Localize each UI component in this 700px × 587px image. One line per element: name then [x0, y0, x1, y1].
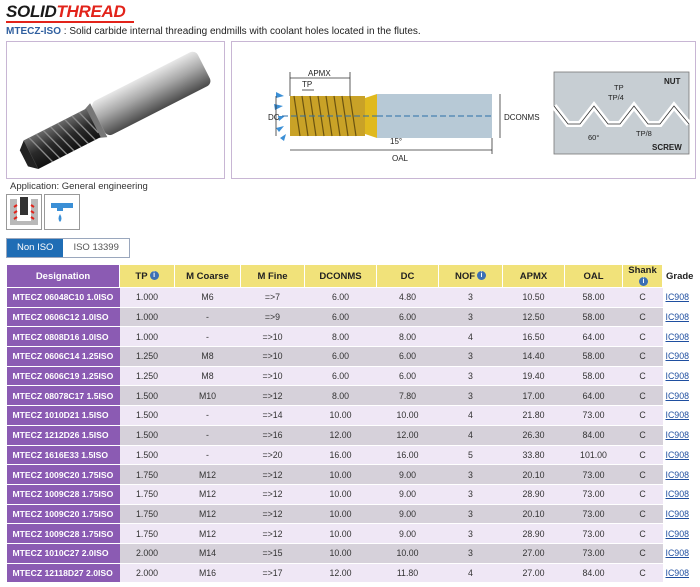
cell-apmx: 21.80 [503, 406, 565, 426]
info-icon[interactable]: i [639, 277, 648, 286]
cell-m-coarse: M10 [175, 386, 241, 406]
cell-m-coarse: - [175, 327, 241, 347]
cell-grade [663, 347, 697, 367]
cell-tp: 1.000 [120, 327, 175, 347]
grade-link[interactable]: IC908 [665, 449, 689, 460]
cell-shank: C [623, 347, 663, 367]
cell-m-fine: =>12 [241, 465, 305, 485]
table-row [7, 347, 697, 367]
cell-dconms: 10.00 [305, 484, 377, 504]
cell-apmx: 10.50 [503, 288, 565, 308]
cell-m-fine: =>12 [241, 484, 305, 504]
technical-drawing-panel [231, 41, 696, 179]
cell-shank: C [623, 465, 663, 485]
label-oal: OAL [392, 154, 409, 163]
brand-part-thread: THREAD [56, 2, 126, 21]
cell-nof: 4 [439, 563, 503, 583]
cell-nof: 4 [439, 327, 503, 347]
cell-oal: 101.00 [565, 445, 623, 465]
cell-m-coarse: M16 [175, 563, 241, 583]
cell-m-fine: =>14 [241, 406, 305, 426]
cell-apmx: 17.00 [503, 386, 565, 406]
grade-link[interactable]: IC908 [665, 331, 689, 342]
cell-m-coarse: M8 [175, 347, 241, 367]
header-designation[interactable]: Designation [7, 265, 120, 288]
cell-oal: 64.00 [565, 327, 623, 347]
table-row [7, 524, 697, 544]
cell-tp: 1.500 [120, 386, 175, 406]
header-shank-label: Shank [628, 265, 657, 276]
grade-link[interactable]: IC908 [665, 567, 689, 578]
cell-nof: 3 [439, 465, 503, 485]
label-nut: NUT [664, 77, 681, 86]
cell-shank: C [623, 307, 663, 327]
cell-m-fine: =>15 [241, 543, 305, 563]
header-shank[interactable] [623, 265, 663, 288]
cell-designation: MTECZ 12118D27 2.0ISO [7, 563, 120, 583]
cell-dc: 7.80 [377, 386, 439, 406]
cell-oal: 84.00 [565, 425, 623, 445]
table-header-row [7, 265, 697, 288]
product-code: MTECZ-ISO [6, 26, 61, 37]
header-nof-label: NOF [454, 270, 476, 282]
cell-oal: 58.00 [565, 288, 623, 308]
cell-dconms: 8.00 [305, 327, 377, 347]
cell-dc: 9.00 [377, 484, 439, 504]
cell-tp: 1.500 [120, 445, 175, 465]
cell-dconms: 6.00 [305, 307, 377, 327]
info-icon[interactable]: i [150, 271, 159, 280]
cell-designation: MTECZ 1010C27 2.0ISO [7, 543, 120, 563]
cell-apmx: 26.30 [503, 425, 565, 445]
cell-m-coarse: M12 [175, 524, 241, 544]
cell-dconms: 10.00 [305, 543, 377, 563]
cell-m-coarse: M12 [175, 465, 241, 485]
cell-m-fine: =>9 [241, 307, 305, 327]
grade-link[interactable]: IC908 [665, 390, 689, 401]
cell-m-fine: =>20 [241, 445, 305, 465]
application-icons [6, 194, 80, 230]
cell-m-coarse: M12 [175, 504, 241, 524]
cell-nof: 3 [439, 524, 503, 544]
cell-dconms: 6.00 [305, 288, 377, 308]
grade-link[interactable]: IC908 [665, 430, 689, 441]
grade-link[interactable]: IC908 [665, 292, 689, 303]
cell-designation: MTECZ 08078C17 1.5ISO [7, 386, 120, 406]
table-row [7, 425, 697, 445]
table-row [7, 484, 697, 504]
cell-m-fine: =>7 [241, 288, 305, 308]
cell-shank: C [623, 425, 663, 445]
label-profile-tp: TP [614, 83, 624, 92]
product-table [6, 264, 697, 583]
cell-designation: MTECZ 1010D21 1.5ISO [7, 406, 120, 426]
cell-oal: 58.00 [565, 347, 623, 367]
header-oal[interactable]: OAL [565, 265, 623, 288]
label-screw: SCREW [652, 143, 682, 152]
cell-grade [663, 406, 697, 426]
cell-oal: 73.00 [565, 504, 623, 524]
table-row [7, 563, 697, 583]
grade-link[interactable]: IC908 [665, 312, 689, 323]
cell-designation: MTECZ 1212D26 1.5ISO [7, 425, 120, 445]
cell-designation: MTECZ 1009C28 1.75ISO [7, 484, 120, 504]
header-m-fine[interactable]: M Fine [241, 265, 305, 288]
cell-tp: 1.500 [120, 406, 175, 426]
cell-dconms: 8.00 [305, 386, 377, 406]
tab-iso-13399[interactable]: ISO 13399 [63, 239, 128, 257]
cell-grade [663, 465, 697, 485]
table-row [7, 465, 697, 485]
cell-m-coarse: - [175, 445, 241, 465]
cell-designation: MTECZ 0808D16 1.0ISO [7, 327, 120, 347]
cell-dconms: 10.00 [305, 504, 377, 524]
cell-dc: 11.80 [377, 563, 439, 583]
cell-dc: 10.00 [377, 406, 439, 426]
cell-designation: MTECZ 1009C20 1.75ISO [7, 465, 120, 485]
table-row [7, 307, 697, 327]
cell-grade [663, 524, 697, 544]
table-row [7, 386, 697, 406]
cell-nof: 3 [439, 307, 503, 327]
table-row [7, 288, 697, 308]
header-grade[interactable]: Grade [663, 265, 697, 288]
cell-designation: MTECZ 0606C12 1.0ISO [7, 307, 120, 327]
product-description [6, 26, 421, 37]
cell-apmx: 20.10 [503, 465, 565, 485]
cell-nof: 3 [439, 386, 503, 406]
cell-dc: 6.00 [377, 307, 439, 327]
cell-oal: 84.00 [565, 563, 623, 583]
cell-designation: MTECZ 1009C20 1.75ISO [7, 504, 120, 524]
cell-grade [663, 288, 697, 308]
cell-dconms: 12.00 [305, 425, 377, 445]
cell-nof: 3 [439, 347, 503, 367]
cell-designation: MTECZ 06048C10 1.0ISO [7, 288, 120, 308]
cell-nof: 5 [439, 445, 503, 465]
label-dc: DC [268, 113, 280, 122]
cell-apmx: 19.40 [503, 366, 565, 386]
header-dconms[interactable]: DCONMS [305, 265, 377, 288]
cell-dc: 10.00 [377, 543, 439, 563]
cell-m-fine: =>10 [241, 327, 305, 347]
cell-m-fine: =>12 [241, 504, 305, 524]
cell-tp: 1.500 [120, 425, 175, 445]
cell-dc: 6.00 [377, 347, 439, 367]
cell-oal: 64.00 [565, 386, 623, 406]
label-profile-tp4: TP/4 [608, 93, 624, 102]
dimension-drawing [232, 42, 695, 178]
cell-shank: C [623, 327, 663, 347]
cell-m-coarse: - [175, 425, 241, 445]
cell-tp: 1.750 [120, 504, 175, 524]
cell-shank: C [623, 366, 663, 386]
cell-dc: 12.00 [377, 425, 439, 445]
header-apmx[interactable]: APMX [503, 265, 565, 288]
table-row [7, 504, 697, 524]
grade-link[interactable]: IC908 [665, 469, 689, 480]
info-icon[interactable]: i [477, 271, 486, 280]
table-row [7, 406, 697, 426]
cell-dc: 8.00 [377, 327, 439, 347]
cell-m-coarse: M6 [175, 288, 241, 308]
cell-m-coarse: - [175, 406, 241, 426]
cell-tp: 1.250 [120, 366, 175, 386]
cell-designation: MTECZ 1616E33 1.5ISO [7, 445, 120, 465]
cell-tp: 2.000 [120, 543, 175, 563]
cell-dconms: 12.00 [305, 563, 377, 583]
cell-grade [663, 563, 697, 583]
cell-tp: 1.000 [120, 288, 175, 308]
cell-tp: 2.000 [120, 563, 175, 583]
cell-oal: 58.00 [565, 307, 623, 327]
tab-non-iso[interactable]: Non ISO [7, 239, 63, 257]
cell-nof: 3 [439, 504, 503, 524]
table-row [7, 327, 697, 347]
grade-link[interactable]: IC908 [665, 508, 689, 519]
grade-link[interactable]: IC908 [665, 371, 689, 382]
cell-apmx: 27.00 [503, 563, 565, 583]
cell-tp: 1.000 [120, 307, 175, 327]
cell-m-coarse: - [175, 307, 241, 327]
cell-grade [663, 543, 697, 563]
cell-dconms: 10.00 [305, 524, 377, 544]
cell-apmx: 28.90 [503, 524, 565, 544]
endmill-photo [7, 42, 224, 178]
cell-m-coarse: M8 [175, 366, 241, 386]
cell-nof: 3 [439, 366, 503, 386]
product-description-text: : Solid carbide internal threading endmills with coolant holes located in the flutes. [61, 26, 421, 37]
cell-apmx: 16.50 [503, 327, 565, 347]
cell-oal: 73.00 [565, 406, 623, 426]
cell-tp: 1.250 [120, 347, 175, 367]
coolant-icon [44, 194, 80, 230]
label-angle: 15° [390, 137, 403, 146]
header-nof[interactable] [439, 265, 503, 288]
cell-apmx: 14.40 [503, 347, 565, 367]
application-text: Application: General engineering [10, 181, 148, 192]
cell-nof: 3 [439, 288, 503, 308]
cell-shank: C [623, 445, 663, 465]
header-dc[interactable]: DC [377, 265, 439, 288]
cell-apmx: 28.90 [503, 484, 565, 504]
cell-nof: 3 [439, 484, 503, 504]
cell-grade [663, 386, 697, 406]
cell-oal: 73.00 [565, 524, 623, 544]
cell-dc: 9.00 [377, 524, 439, 544]
cell-shank: C [623, 563, 663, 583]
cell-shank: C [623, 406, 663, 426]
cell-dc: 9.00 [377, 504, 439, 524]
cell-m-fine: =>10 [241, 366, 305, 386]
grade-link[interactable]: IC908 [665, 351, 689, 362]
cell-m-fine: =>12 [241, 524, 305, 544]
cell-designation: MTECZ 0606C14 1.25ISO [7, 347, 120, 367]
cell-oal: 73.00 [565, 465, 623, 485]
cell-shank: C [623, 524, 663, 544]
cell-m-coarse: M14 [175, 543, 241, 563]
header-m-coarse[interactable]: M Coarse [175, 265, 241, 288]
iso-tabs [6, 238, 130, 258]
label-apmx: APMX [308, 69, 331, 78]
product-photo-panel [6, 41, 225, 179]
label-tp: TP [302, 80, 313, 89]
brand-logo [6, 2, 125, 22]
cell-oal: 73.00 [565, 484, 623, 504]
cell-m-fine: =>12 [241, 386, 305, 406]
cell-shank: C [623, 543, 663, 563]
cell-shank: C [623, 484, 663, 504]
cell-tp: 1.750 [120, 465, 175, 485]
header-tp[interactable] [120, 265, 175, 288]
cell-apmx: 20.10 [503, 504, 565, 524]
label-profile-angle: 60° [588, 133, 600, 142]
cell-designation: MTECZ 0606C19 1.25ISO [7, 366, 120, 386]
cell-dc: 9.00 [377, 465, 439, 485]
label-dconms: DCONMS [504, 113, 540, 122]
cell-grade [663, 504, 697, 524]
table-row [7, 543, 697, 563]
internal-thread-icon [6, 194, 42, 230]
cell-grade [663, 484, 697, 504]
cell-grade [663, 445, 697, 465]
cell-m-coarse: M12 [175, 484, 241, 504]
grade-link[interactable]: IC908 [665, 489, 689, 500]
cell-apmx: 12.50 [503, 307, 565, 327]
grade-link[interactable]: IC908 [665, 548, 689, 559]
cell-grade [663, 327, 697, 347]
cell-shank: C [623, 288, 663, 308]
cell-dconms: 10.00 [305, 465, 377, 485]
cell-shank: C [623, 386, 663, 406]
brand-underline [6, 21, 134, 23]
cell-tp: 1.750 [120, 524, 175, 544]
cell-tp: 1.750 [120, 484, 175, 504]
cell-dconms: 16.00 [305, 445, 377, 465]
cell-dc: 16.00 [377, 445, 439, 465]
cell-oal: 58.00 [565, 366, 623, 386]
cell-shank: C [623, 504, 663, 524]
cell-oal: 73.00 [565, 543, 623, 563]
label-profile-tp8: TP/8 [636, 129, 652, 138]
cell-dconms: 10.00 [305, 406, 377, 426]
brand-part-solid: SOLID [6, 2, 57, 21]
cell-grade [663, 366, 697, 386]
cell-dc: 6.00 [377, 366, 439, 386]
cell-nof: 4 [439, 425, 503, 445]
cell-nof: 4 [439, 406, 503, 426]
grade-link[interactable]: IC908 [665, 528, 689, 539]
cell-nof: 3 [439, 543, 503, 563]
cell-grade [663, 307, 697, 327]
table-row [7, 366, 697, 386]
cell-grade [663, 425, 697, 445]
cell-apmx: 27.00 [503, 543, 565, 563]
cell-dconms: 6.00 [305, 366, 377, 386]
cell-dconms: 6.00 [305, 347, 377, 367]
table-row [7, 445, 697, 465]
header-tp-label: TP [135, 270, 148, 282]
cell-m-fine: =>17 [241, 563, 305, 583]
grade-link[interactable]: IC908 [665, 410, 689, 421]
cell-m-fine: =>10 [241, 347, 305, 367]
cell-dc: 4.80 [377, 288, 439, 308]
cell-apmx: 33.80 [503, 445, 565, 465]
cell-designation: MTECZ 1009C28 1.75ISO [7, 524, 120, 544]
cell-m-fine: =>16 [241, 425, 305, 445]
